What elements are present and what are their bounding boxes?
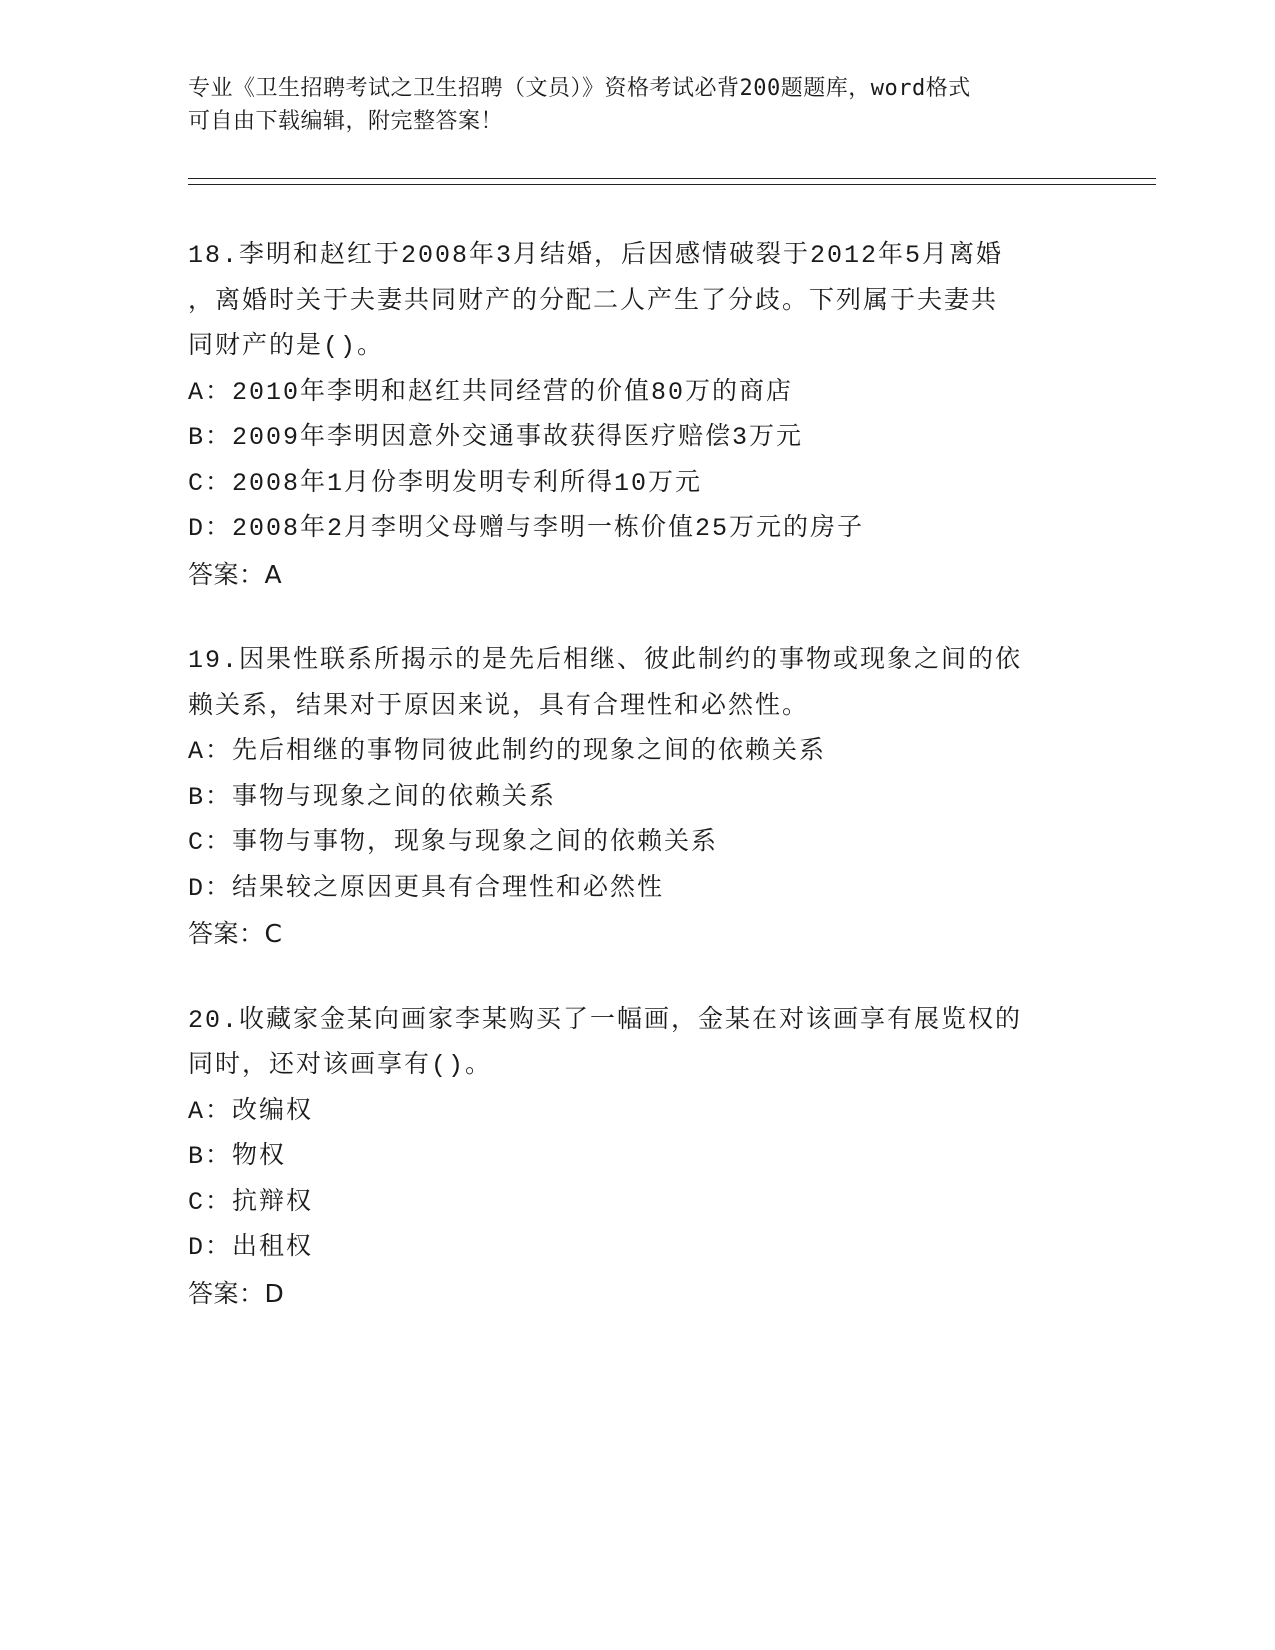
question-18: [188, 233, 1088, 597]
option-c: C：2008年1月份李明发明专利所得10万元: [188, 468, 703, 498]
question-stem-line: 赖关系，结果对于原因来说，具有合理性和必然性。: [188, 691, 810, 721]
question-stem-line: 18.李明和赵红于2008年3月结婚，后因感情破裂于2012年5月离婚: [188, 241, 1004, 270]
option-b: B：事物与现象之间的依赖关系: [188, 782, 557, 812]
question-stem-line: 同时，还对该画享有()。: [188, 1051, 493, 1080]
header-divider-bottom: [188, 184, 1156, 185]
question-stem-line: 20.收藏家金某向画家李某购买了一幅画，金某在对该画享有展览权的: [188, 1005, 1023, 1035]
question-19: [188, 638, 1088, 957]
option-b: B：物权: [188, 1142, 287, 1171]
option-a: A：改编权: [188, 1096, 314, 1126]
option-c: C：事物与事物，现象与现象之间的依赖关系: [188, 828, 719, 857]
option-d: D：结果较之原因更具有合理性和必然性: [188, 873, 665, 903]
question-20: [188, 998, 1088, 1317]
option-d: D：出租权: [188, 1233, 314, 1262]
header-title-line-2: 可自由下载编辑，附完整答案！: [188, 109, 504, 134]
question-stem-line: ，离婚时关于夫妻共同财产的分配二人产生了分歧。下列属于夫妻共: [188, 286, 999, 316]
question-stem-line: 同财产的是()。: [188, 332, 385, 361]
document-header: [188, 72, 1088, 138]
question-list: [188, 233, 1088, 1357]
option-d: D：2008年2月李明父母赠与李明一栋价值25万元的房子: [188, 514, 865, 543]
answer-label: 答案：A: [188, 559, 283, 589]
answer-label: 答案：C: [188, 919, 283, 948]
option-b: B：2009年李明因意外交通事故获得医疗赔偿3万元: [188, 423, 804, 452]
header-divider-top: [188, 178, 1156, 179]
question-stem-line: 19.因果性联系所揭示的是先后相继、彼此制约的事物或现象之间的依: [188, 646, 1023, 675]
option-a: A：先后相继的事物同彼此制约的现象之间的依赖关系: [188, 737, 827, 766]
answer-label: 答案：D: [188, 1278, 285, 1308]
header-title-line-1: 专业《卫生招聘考试之卫生招聘（文员）》资格考试必背200题题库，word格式: [188, 76, 971, 101]
option-a: A：2010年李明和赵红共同经营的价值80万的商店: [188, 377, 794, 407]
option-c: C：抗辩权: [188, 1187, 314, 1217]
